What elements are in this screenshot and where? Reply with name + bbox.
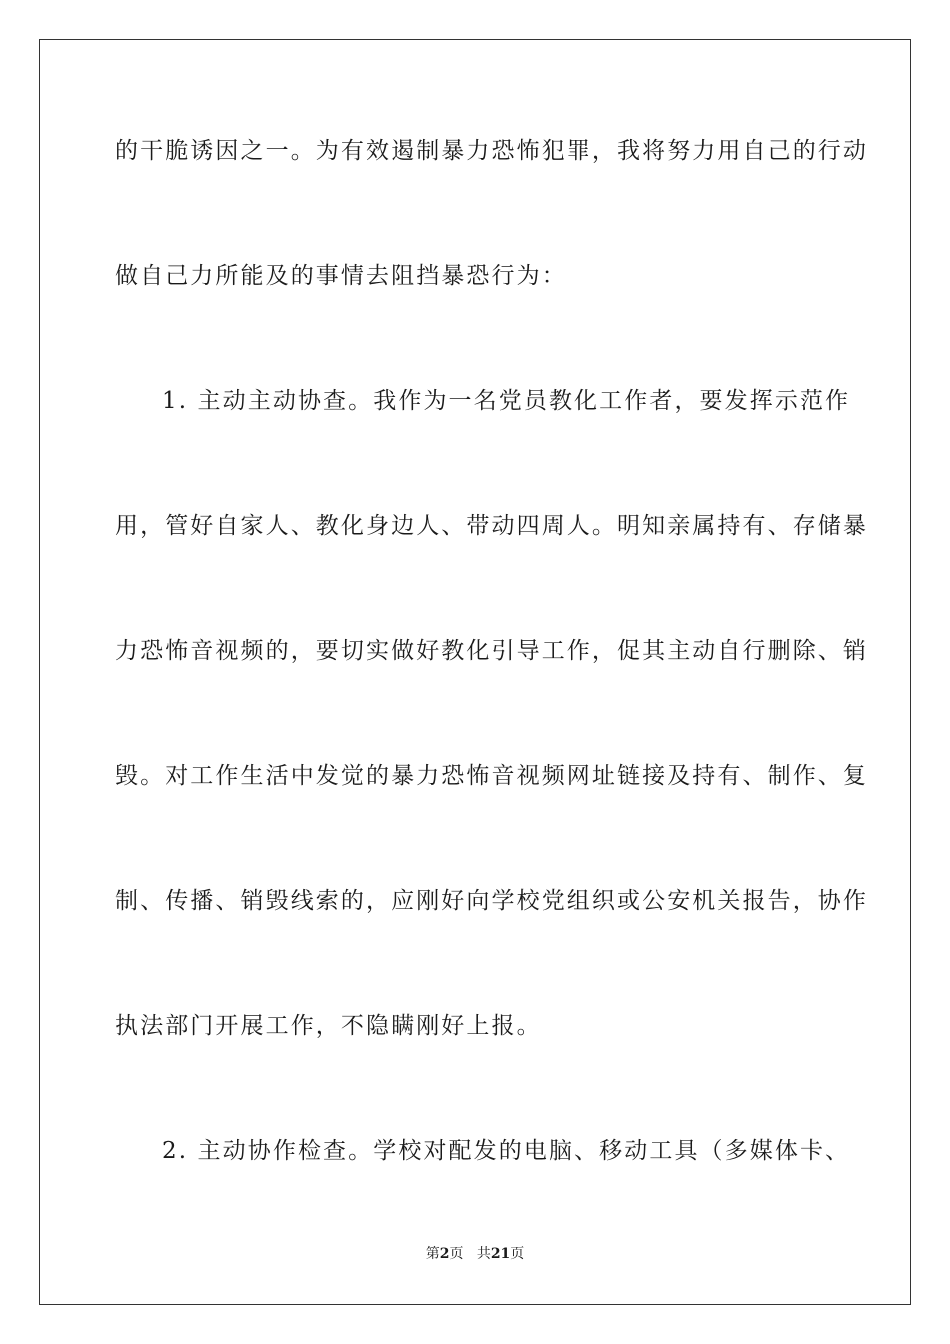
text-line: 力恐怖音视频的，要切实做好教化引导工作，促其主动自行删除、销 (115, 638, 868, 664)
page-number: 2 (439, 1246, 450, 1262)
text-line: 毁。对工作生活中发觉的暴力恐怖音视频网址链接及持有、制作、复 (115, 763, 868, 789)
list-item-2-line: 2. 主动协作检查。学校对配发的电脑、移动工具（多媒体卡、 (162, 1138, 851, 1164)
total-suffix: 页 (510, 1246, 525, 1262)
text-line: 用，管好自家人、教化身边人、带动四周人。明知亲属持有、存储暴 (115, 513, 868, 539)
total-prefix: 共 (476, 1246, 491, 1262)
text-line: 制、传播、销毁线索的，应刚好向学校党组织或公安机关报告，协作 (115, 888, 868, 914)
text-line: 执法部门开展工作，不隐瞒刚好上报。 (115, 1013, 542, 1039)
page-suffix: 页 (449, 1246, 464, 1262)
page-border (39, 39, 911, 1305)
text-line: 做自己力所能及的事情去阻挡暴恐行为： (115, 263, 567, 289)
text-line: 的干脆诱因之一。为有效遏制暴力恐怖犯罪，我将努力用自己的行动 (115, 138, 868, 164)
page-prefix: 第 (425, 1246, 440, 1262)
total-pages: 21 (490, 1246, 511, 1262)
page-footer (0, 1243, 950, 1263)
list-item-1-line: 1. 主动主动协查。我作为一名党员教化工作者，要发挥示范作 (162, 388, 851, 414)
